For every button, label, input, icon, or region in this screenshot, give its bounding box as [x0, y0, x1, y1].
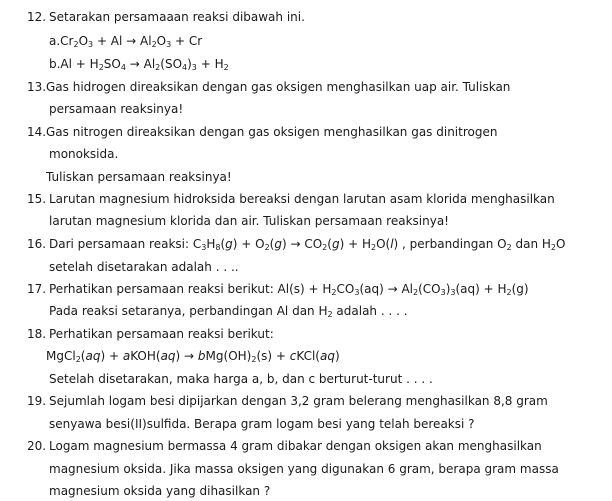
question-13-line-2: persamaan reaksinya! — [49, 102, 184, 116]
question-17-number: 17. — [27, 282, 47, 296]
question-18-number: 18. — [27, 327, 47, 341]
question-16-line-2: setelah disetarakan adalah . . .. — [49, 260, 239, 274]
question-17-line-2: Pada reaksi setaranya, perbandingan Al dan $H_2$ adalah . . . . — [49, 304, 408, 319]
question-12-number: 12. — [27, 10, 47, 24]
question-18-line-1: Perhatikan persamaan reaksi berikut: — [49, 327, 274, 341]
question-16-number: 16. — [27, 237, 47, 251]
question-18-equation: MgCl$_2$(aq) + aKOH(aq) → $bMg(OH)_2(s)$ + cKCl(aq) — [46, 349, 340, 364]
question-13-line-1: Gas hidrogen direaksikan dengan gas oksigen menghasilkan uap air. Tuliskan — [46, 80, 511, 94]
question-19-line-2: senyawa besi(II)sulfida. Berapa gram logam besi yang telah bereaksi ? — [49, 417, 475, 431]
question-14-line-3: Tuliskan persamaan reaksinya! — [46, 170, 232, 184]
question-20-number: 20. — [27, 439, 47, 453]
question-15-line-2: larutan magnesium klorida dan air. Tuliskan persamaan reaksinya! — [49, 214, 449, 228]
question-13-number: 13. — [27, 80, 47, 94]
question-15-line-1: Larutan magnesium hidroksida bereaksi dengan larutan asam klorida menghasilkan — [49, 192, 555, 206]
question-12-text: Setarakan persamaaan reaksi dibawah ini. — [49, 10, 305, 24]
question-20-line-2: magnesium oksida. Jika massa oksigen yang digunakan 6 gram, berapa gram massa — [49, 462, 559, 476]
question-14-line-2: monoksida. — [49, 147, 119, 161]
question-16-line-1: Dari persamaan reaksi: $C_3H_8(g) + O_2(g) \to CO_2(g) + H_2O(l)$ , perbandingan $O_2$ dan $H_2O$ — [49, 237, 566, 252]
question-14-line-1: Gas nitrogen direaksikan dengan gas oksigen menghasilkan gas dinitrogen — [46, 125, 498, 139]
question-20-line-3: magnesium oksida yang dihasilkan ? — [49, 484, 271, 498]
question-12-equation-a: $a.Cr_2O_3 + Al \to Al_2O_3 + Cr$ — [49, 34, 203, 49]
question-19-line-1: Sejumlah logam besi dipijarkan dengan 3,2 gram belerang menghasilkan 8,8 gram — [49, 394, 548, 408]
question-15-number: 15. — [27, 192, 47, 206]
question-20-line-1: Logam magnesium bermassa 4 gram dibakar dengan oksigen akan menghasilkan — [49, 439, 542, 453]
question-19-number: 19. — [27, 394, 47, 408]
question-14-number: 14. — [27, 125, 47, 139]
question-17-line-1: Perhatikan persamaan reaksi berikut: $Al(s) + H_2CO_3(aq) \to Al_2(CO_3)_3(aq) + H_2(g)$ — [49, 282, 529, 297]
question-18-line-3: Setelah disetarakan, maka harga a, b, dan c berturut-turut . . . . — [49, 372, 433, 386]
question-12-equation-b: $b.Al + H_2SO_4 \to Al_2(SO_4)_3 + H_2$ — [49, 57, 229, 72]
